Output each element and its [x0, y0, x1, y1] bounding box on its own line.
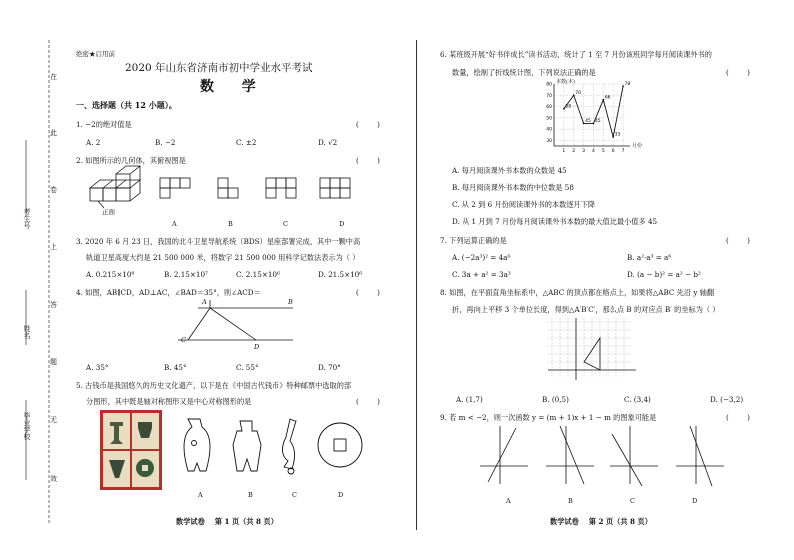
seal-char: 无 — [50, 416, 57, 424]
q7-option-c: C. 3a + a² = 3a³ — [452, 270, 511, 279]
name-label: 姓名 — [23, 325, 31, 339]
chart-ytick-label: 70 — [546, 93, 552, 99]
q3-option-b: B. 2.15×10⁷ — [164, 270, 208, 279]
q3-option-c: C. 2.15×10⁶ — [236, 270, 280, 279]
q5-answer-paren: ( ) — [356, 397, 380, 406]
q4-point-b: B — [288, 298, 293, 306]
q1-option-d: D. √2 — [318, 138, 338, 147]
q9-option-c: C — [630, 497, 635, 505]
q6-line-chart — [540, 76, 643, 156]
chart-ytick-label: 30 — [546, 138, 552, 144]
q3-option-d: D. 21.5×10⁶ — [318, 270, 363, 279]
seal-char: 此 — [50, 129, 57, 137]
chart-ytick-label: 80 — [546, 82, 552, 88]
chart-xtick-label: 1 — [562, 149, 566, 154]
seal-char: 答 — [50, 301, 57, 309]
q4-point-d: D — [254, 343, 260, 351]
chart-xtick-label: 5 — [601, 149, 605, 154]
q3-option-a: A. 0.215×10⁸ — [86, 270, 135, 279]
q6-option-d: D. 从 1 月到 7 月份每月阅读课外书本数的最大值比最小值多 45 — [452, 217, 658, 226]
chart-xtick-label: 7 — [621, 149, 625, 154]
q6-option-b: B. 每月阅读课外书本数的中位数是 58 — [452, 183, 574, 192]
chart-data-label: 45 — [594, 118, 601, 124]
chart-xlabel: 月份 — [632, 143, 643, 149]
q6-line1: 6. 某班级开展“好书伴成长”读书活动，统计了 1 至 7 月份该班同学每月阅读课外书的 — [440, 50, 712, 59]
chart-data-label: 78 — [624, 81, 631, 87]
q2-answer-paren: ( ) — [356, 156, 380, 165]
q9-option-d: D — [692, 497, 698, 505]
q2-option-c: C — [283, 220, 288, 228]
seal-char: 卷 — [50, 186, 57, 194]
q5-line2: 分图形，其中既是轴对称图形又是中心对称图形的是 — [86, 397, 252, 406]
section-heading: 一、选择题（共 12 小题）。 — [76, 100, 177, 110]
q1-answer-paren: ( ) — [356, 120, 380, 129]
q8-coordinate-grid — [548, 318, 638, 384]
seal-char: 效 — [50, 475, 57, 483]
chart-data-label: 45 — [585, 118, 591, 124]
q9-option-b: B — [568, 497, 573, 505]
q5-option-d: D — [338, 491, 344, 499]
chart-data-label: 58 — [565, 104, 572, 110]
q8-line2: 折，再向上平移 3 个单位长度，得到△A′B′C′，那么点 B 的对应点 B′ 的坐标为（ ） — [452, 305, 720, 314]
q8-option-c: C. (3,4) — [624, 395, 651, 404]
q6-answer-paren: ( ) — [726, 68, 750, 77]
chart-ytick-label: 40 — [546, 127, 552, 133]
q7-option-b: B. a²·a³ = a⁶ — [627, 253, 672, 262]
q5-option-c: C — [292, 491, 297, 499]
binding-strip — [0, 0, 66, 560]
seal-char: 题 — [50, 358, 57, 366]
q8-line1: 8. 如图，在平面直角坐标系中，△ABC 的顶点都在格点上，如果将△ABC 先沿 y 轴翻 — [440, 288, 715, 297]
q2-option-a: A — [172, 220, 177, 228]
page-divider — [416, 40, 417, 530]
chart-xtick-label: 4 — [592, 149, 595, 154]
q8-option-b: B. (0,5) — [542, 395, 569, 404]
q2-option-b: B — [228, 220, 233, 228]
q4-geometry-figure — [178, 298, 298, 350]
secret-mark: 绝密★启用前 — [76, 50, 115, 58]
q4-answer-paren: ( ) — [356, 288, 380, 297]
q2-front-label: 正面 — [102, 208, 115, 216]
chart-xtick-label: 6 — [611, 149, 615, 154]
q6-option-c: C. 从 2 到 6 月份阅读课外书的本数逐月下降 — [452, 200, 596, 209]
exam-title: 2020 年山东省济南市初中学业水平考试 — [125, 62, 313, 74]
q9-answer-paren: ( ) — [726, 413, 750, 422]
q4-option-a: A. 35° — [86, 363, 109, 372]
chart-xtick-label: 2 — [572, 149, 576, 154]
q8-option-d: D. (−3,2) — [710, 395, 744, 404]
q7-answer-paren: ( ) — [726, 236, 750, 245]
chart-xtick-label: 3 — [582, 149, 586, 154]
footer-right: 数学试卷 第 2 页（共 8 页） — [550, 517, 652, 526]
q9-option-a: A — [506, 497, 511, 505]
stamp-sheet-image — [100, 410, 162, 490]
chart-data-label: 70 — [575, 90, 581, 96]
q3-line1: 3. 2020 年 6 月 23 日，我国的北斗卫星导航系统（BDS）星座部署完成，其中一颗中高 — [76, 237, 361, 246]
exam-no-label: 考生号 — [23, 208, 31, 229]
seal-char: 上 — [50, 243, 57, 251]
q2-option-views — [160, 178, 370, 208]
q3-line2: 轨道卫星高度大约是 21 500 000 米，将数字 21 500 000 用科学记数法表示为（ ） — [86, 253, 360, 262]
q2-stem: 2. 如图所示的几何体，其俯视图是 — [76, 156, 186, 165]
q1-option-c: C. ±2 — [236, 138, 257, 147]
q7-option-a: A. (−2a³)² = 4a⁶ — [452, 253, 511, 262]
school-label: 毕业学校 — [23, 412, 31, 440]
q4-stem: 4. 如图，AB∥CD，AD⊥AC，∠BAD＝35°，则∠ACD＝ — [76, 288, 261, 297]
q9-function-graphs — [480, 424, 740, 490]
q4-option-b: B. 45° — [164, 363, 187, 372]
chart-data-label: 33 — [614, 132, 621, 138]
seal-char: 在 — [50, 73, 57, 81]
q4-option-d: D. 70° — [318, 363, 341, 372]
chart-ytick-label: 50 — [546, 116, 552, 122]
q7-stem: 7. 下列运算正确的是 — [440, 236, 507, 245]
q1-option-a: A. 2 — [86, 138, 101, 147]
q1-option-b: B. −2 — [155, 138, 176, 147]
q5-option-b: B — [248, 491, 253, 499]
chart-data-label: 66 — [604, 95, 611, 101]
q4-point-a: A — [202, 298, 207, 306]
q4-option-c: C. 55° — [236, 363, 259, 372]
q8-option-a: A. (1,7) — [456, 395, 483, 404]
q5-coin-figures — [180, 415, 370, 477]
chart-ytick-label: 60 — [546, 105, 552, 111]
q9-stem: 9. 若 m < −2，则一次函数 y = (m + 1)x + 1 − m 的图象可能是 — [440, 413, 657, 422]
q4-point-c: C — [181, 336, 186, 344]
q5-option-a: A — [198, 491, 203, 499]
q2-option-d: D — [339, 220, 345, 228]
q2-solid-figure — [88, 166, 148, 212]
chart-title: 本数(本) — [556, 79, 575, 85]
q6-option-a: A. 每月阅读课外书本数的众数是 45 — [452, 166, 567, 175]
q1-stem: 1. −2的绝对值是 — [76, 120, 132, 129]
footer-left: 数学试卷 第 1 页（共 8 页） — [176, 517, 278, 526]
q6-line2: 数量，绘制了折线统计图，下列说法正确的是 — [452, 68, 596, 77]
q7-option-d: D. (a − b)² = a² − b² — [627, 270, 701, 279]
subject-title: 数 学 — [200, 79, 262, 95]
q5-line1: 5. 古钱币是我国悠久的历史文化遗产，以下是在《中国古代钱币》特种邮票中选取的部 — [76, 381, 352, 390]
